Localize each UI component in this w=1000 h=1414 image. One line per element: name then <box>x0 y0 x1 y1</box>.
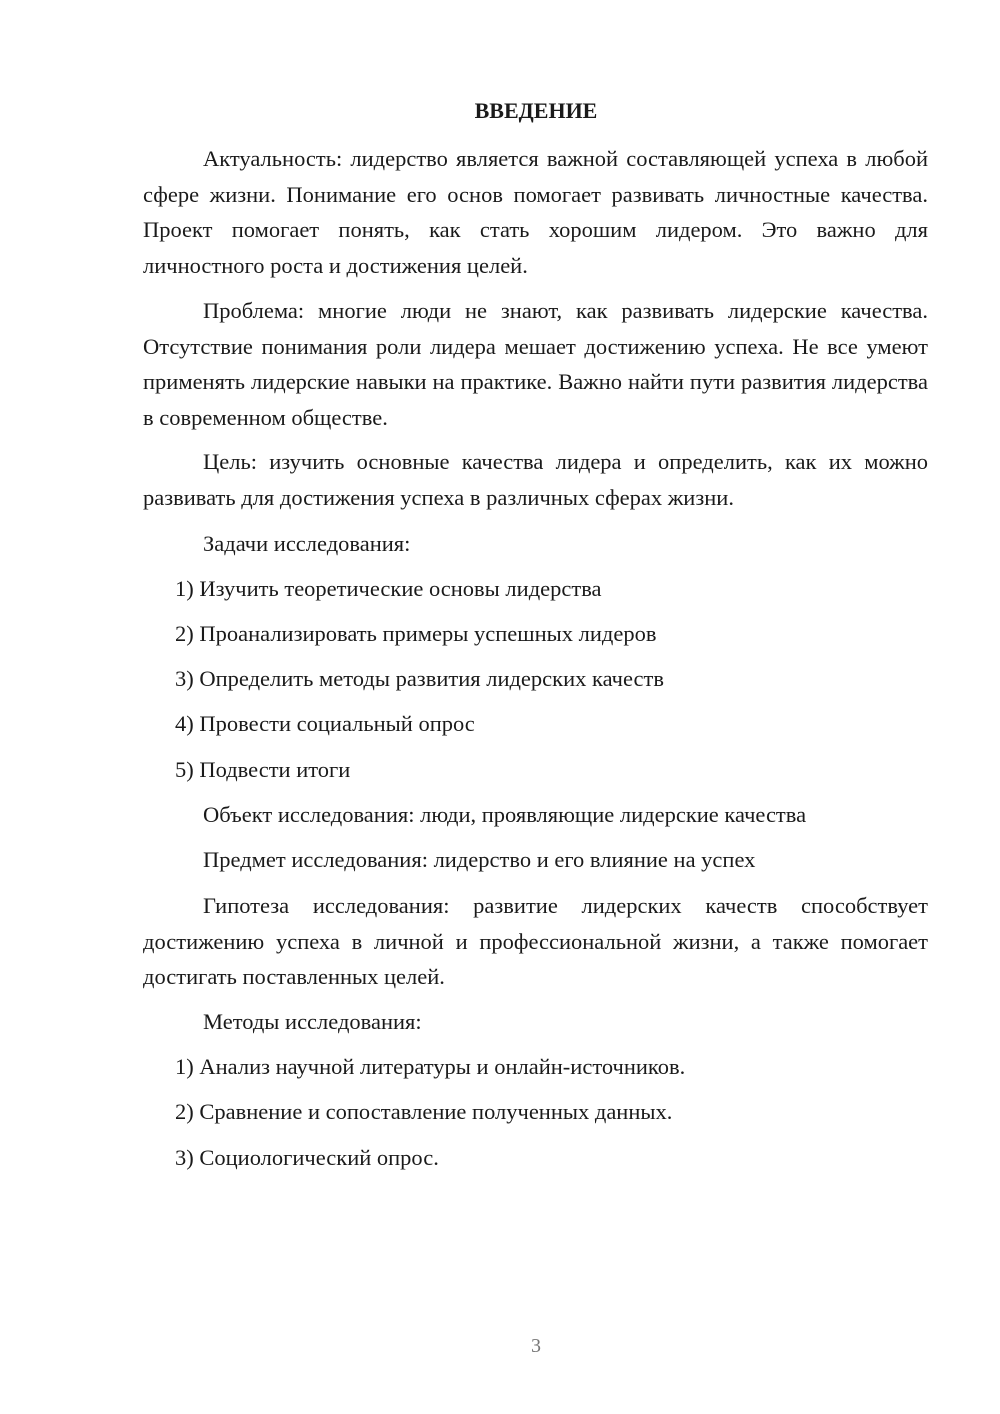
method-item-3: 3) Социологический опрос. <box>175 1145 439 1170</box>
problem-paragraph: Проблема: многие люди не знают, как развивать лидерские качества. Отсутствие понимания роли лидера мешает достижению успеха. Не все умеют применять лидерские навыки на практике. Важно найти пути развития лидерства в современном обществе. <box>143 298 928 430</box>
goal-paragraph: Цель: изучить основные качества лидера и определить, как их можно развивать для достижения успеха в различных сферах жизни. <box>143 449 928 510</box>
relevance-paragraph: Актуальность: лидерство является важной составляющей успеха в любой сфере жизни. Понимание его основ помогает развивать личностные качества. Проект помогает понять, как стать хорошим лидером. Это важно для личностного роста и достижения целей. <box>143 146 928 278</box>
tasks-heading: Задачи исследования: <box>203 531 411 556</box>
task-item-5: 5) Подвести итоги <box>175 757 351 782</box>
task-item-3: 3) Определить методы развития лидерских качеств <box>175 666 664 691</box>
page-number: 3 <box>531 1335 541 1357</box>
research-object: Объект исследования: люди, проявляющие лидерские качества <box>203 802 807 827</box>
task-item-2: 2) Проанализировать примеры успешных лидеров <box>175 621 657 646</box>
method-item-2: 2) Сравнение и сопоставление полученных данных. <box>175 1099 673 1124</box>
page-title: ВВЕДЕНИЕ <box>474 98 598 123</box>
hypothesis-paragraph: Гипотеза исследования: развитие лидерских качеств способствует достижению успеха в личной и профессиональной жизни, а также помогает достигать поставленных целей. <box>143 893 928 989</box>
methods-heading: Методы исследования: <box>203 1009 422 1034</box>
task-item-4: 4) Провести социальный опрос <box>175 711 475 736</box>
method-item-1: 1) Анализ научной литературы и онлайн-источников. <box>175 1054 686 1079</box>
task-item-1: 1) Изучить теоретические основы лидерства <box>175 576 602 601</box>
research-subject: Предмет исследования: лидерство и его влияние на успех <box>203 847 756 872</box>
